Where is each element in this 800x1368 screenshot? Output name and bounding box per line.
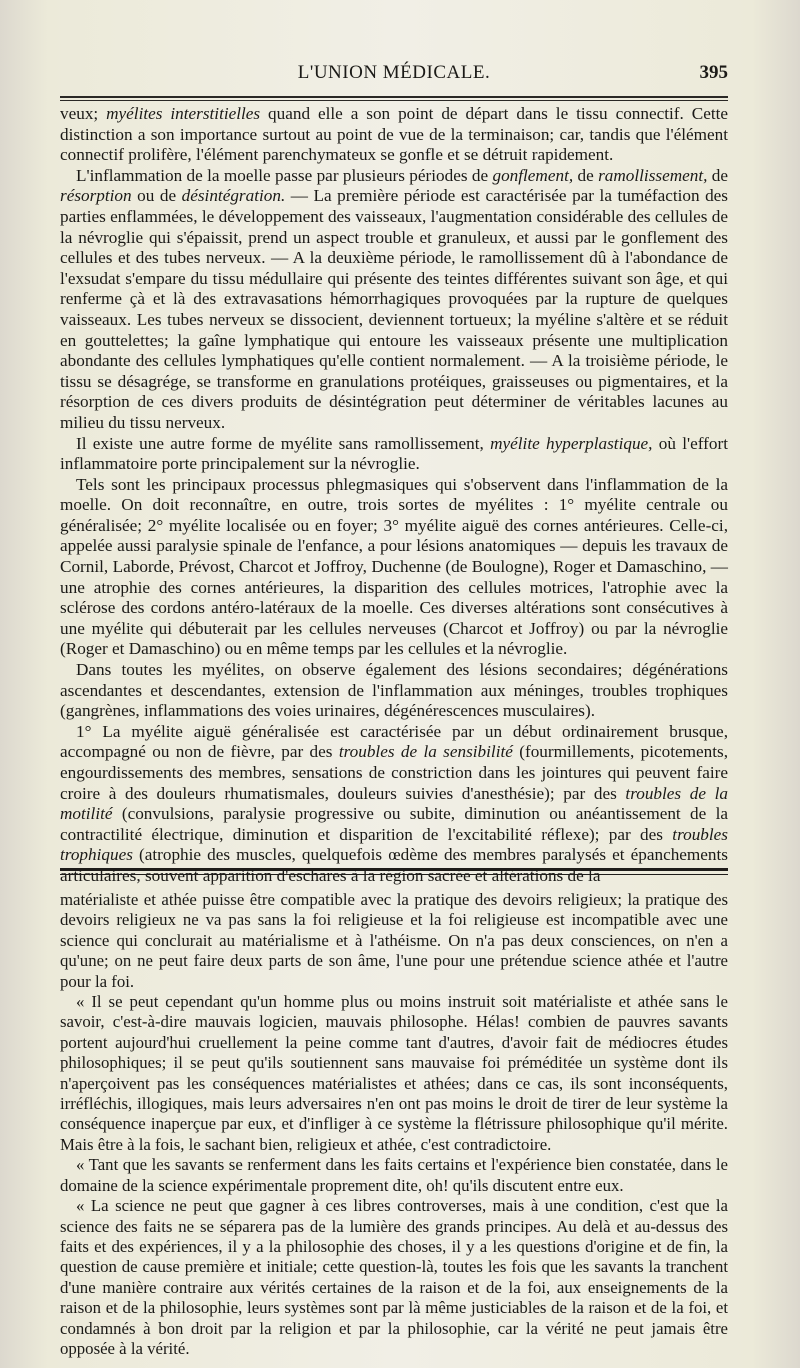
text-run: de xyxy=(573,165,599,185)
paragraph: Tels sont les principaux processus phlegmasiques qui s'observent dans l'inflammation de la moelle. On doit reconnaître, en outre, trois sortes de myélites : 1° myélite centrale ou généralisée; 2° myélite localisée ou en foyer; 3° myélite aiguë des cornes antérieures. Celle-ci, appelée aussi paralysie spinale de l'enfance, a pour lésions anatomiques — depuis les travaux de Cornil, Laborde, Prévost, Charcot et Joffroy, Duchenne (de Boulogne), Roger et Damaschino, — une atrophie des cornes antérieures, la disparition des cellules motrices, l'atrophie avec la sclérose des cordons antéro-latéraux de la moelle. Ces diverses altérations sont consécutives à une myélite qui débuterait par les cellules nerveuses (Charcot et Joffroy) ou par la névroglie (Roger et Damaschino) ou en même temps par les cellules et la névroglie. xyxy=(60,474,728,659)
italic-term: ramollissement, xyxy=(598,165,708,185)
paragraph: « Il se peut cependant qu'un homme plus ou moins instruit soit matérialiste et athée sans le savoir, c'est-à-dire mauvais logicien, mauvais philosophe. Hélas! combien de pauvres savants portent aujourd'hui cruellement la peine comme tant d'autres, d'avoir fait de médiocres études philosophiques; il se peut qu'ils soutiennent sans mauvaise foi préméditée un système dont ils n'aperçoivent pas les conséquences matérialistes et athées; dans ce cas, ils sont inconséquents, irréfléchis, illogiques, mais leurs adversaires n'en ont pas moins le droit de tirer de leur système la conséquence inaperçue par eux, et d'infliger à ce système la flétrissure philosophique qu'il mérite. Mais être à la fois, le sachant bien, religieux et athée, c'est contradictoire. xyxy=(60,992,728,1154)
text-run: quand elle a son point de départ dans le tissu connectif. Cette distinction a son importance surtout au point de vue de la terminaison; car, tandis que l'élément connectif prolifère, l'élément parenchymateux se gonfle et se détruit rapidement. xyxy=(60,104,729,165)
paragraph: matérialiste et athée puisse être compatible avec la pratique des devoirs religieux; la pratique des devoirs religieux ne va pas sans la foi religieuse et la foi religieuse est incompatible avec une science qui conclurait au matérialisme et à l'athéisme. On n'a pas deux consciences, on n'en a qu'une; on ne peut faire deux parts de son âme, l'une pour une prétendue science athée et l'autre pour la foi. xyxy=(60,890,728,991)
paragraph: « La science ne peut que gagner à ces libres controverses, mais à une condition, c'est que la science des faits ne se séparera pas de la lumière des grands principes. Au delà et au-dessus des faits et des expériences, il y a la philosophie des choses, il y a les questions d'origine et de fin, la question de cause première et initiale; cette question-là, toutes les fois que les savants la tranchent d'une manière contraire aux vérités certaines de la raison et de la foi, aux enseignements de la raison et de la philosophie, leurs systèmes sont par là même justiciables de la raison et de la foi, et condamnés à bon droit par la religion et par la philosophie, car la vérité ne peut jamais être opposée à la vérité. xyxy=(60,1196,728,1358)
text-run: — La première période est caractérisée par la tuméfaction des parties enflammées, le développement des vaisseaux, l'augmentation considérable des cellules de la névroglie qui s'épaissit, prend un aspect trouble et granuleux, et aussi par le gonflement des cellules et des tubes nerveux. — A la deuxième période, le ramollissement dû à l'abondance de l'exsudat s'empare du tissu médullaire qui présente des teintes différentes suivant son âge, et qui renferme çà et là des extravasations hémorrhagiques provoquées par la rupture de quelques vaisseaux. Les tubes nerveux se dissocient, deviennent tortueux; la myéline s'altère et se réduit en gouttelettes; la gaîne lymphatique qui entoure les vaisseaux présente une multiplication abondante des cellules lymphatiques qu'elle contient normalement. — A la troisième période, le tissu se désagrége, se transforme en granulations protéiques, graisseuses ou pigmentaires, et la résorption de ces divers produits de désintégration peut déterminer de véritables lacunes au milieu du tissu nerveux. xyxy=(60,186,728,432)
text-run: 1° La myélite aiguë généralisée est caractérisée par un début ordinairement brusque, accompagné ou non de fièvre, par des xyxy=(60,721,728,762)
italic-term: myélite hyperplastique, xyxy=(490,433,653,453)
text-run: où l'effort inflammatoire porte principalement sur la névroglie. xyxy=(60,433,728,474)
page-header xyxy=(60,58,728,92)
article-main-text xyxy=(60,104,728,887)
italic-term: résorption xyxy=(60,186,132,206)
paragraph: Dans toutes les myélites, on observe également des lésions secondaires; dégénérations ascendantes et descendantes, extension de l'inflammation aux méninges, troubles trophiques (gangrènes, inflammations des voies urinaires, dégénérescences musculaires). xyxy=(60,660,728,721)
text-run: (atrophie des muscles, quelquefois œdème des membres paralysés et épanchements articulaires, souvent apparition d'eschares à la région sacrée et altérations de la xyxy=(60,845,728,885)
paragraph xyxy=(60,434,728,475)
paragraph xyxy=(60,166,728,434)
paragraph: « Tant que les savants se renferment dans les faits certains et l'expérience bien constatée, dans le domaine de la science expérimentale proprement dite, oh! qu'ils discutent entre eux. xyxy=(60,1155,728,1195)
italic-term: troubles de la sensibilité xyxy=(338,742,513,762)
text-run: Il existe une autre forme de myélite sans ramollissement, xyxy=(76,433,491,453)
italic-term: troubles trophiques xyxy=(60,824,728,865)
paragraph xyxy=(60,722,728,887)
text-run: veux; xyxy=(60,104,107,123)
italic-term: gonflement, xyxy=(492,165,574,185)
text-run: ou de xyxy=(131,186,182,206)
text-run: de xyxy=(707,165,728,185)
paragraph xyxy=(60,104,728,166)
text-run: (convulsions, paralysie progressive ou subite, diminution ou anéantissement de la contractilité électrique, diminution et disparition de l'excitabilité réflexe); par des xyxy=(60,804,728,844)
section-separator xyxy=(60,868,728,875)
italic-term: troubles de la motilité xyxy=(60,783,729,824)
running-title: L'UNION MÉDICALE. xyxy=(297,62,491,83)
text-run: L'inflammation de la moelle passe par plusieurs périodes de xyxy=(76,165,493,185)
feuilleton-text xyxy=(60,890,728,1359)
header-rule xyxy=(60,96,728,101)
page-number: 395 xyxy=(699,62,728,83)
italic-term: myélites interstitielles xyxy=(106,104,261,123)
italic-term: désintégration. xyxy=(181,186,286,206)
text-run: (fourmillements, picotements, engourdissements des membres, sensations de constriction dans les jointures qui peuvent faire croire à des douleurs rhumatismales, douleurs suivies d'anesthésie); par des xyxy=(60,742,728,803)
